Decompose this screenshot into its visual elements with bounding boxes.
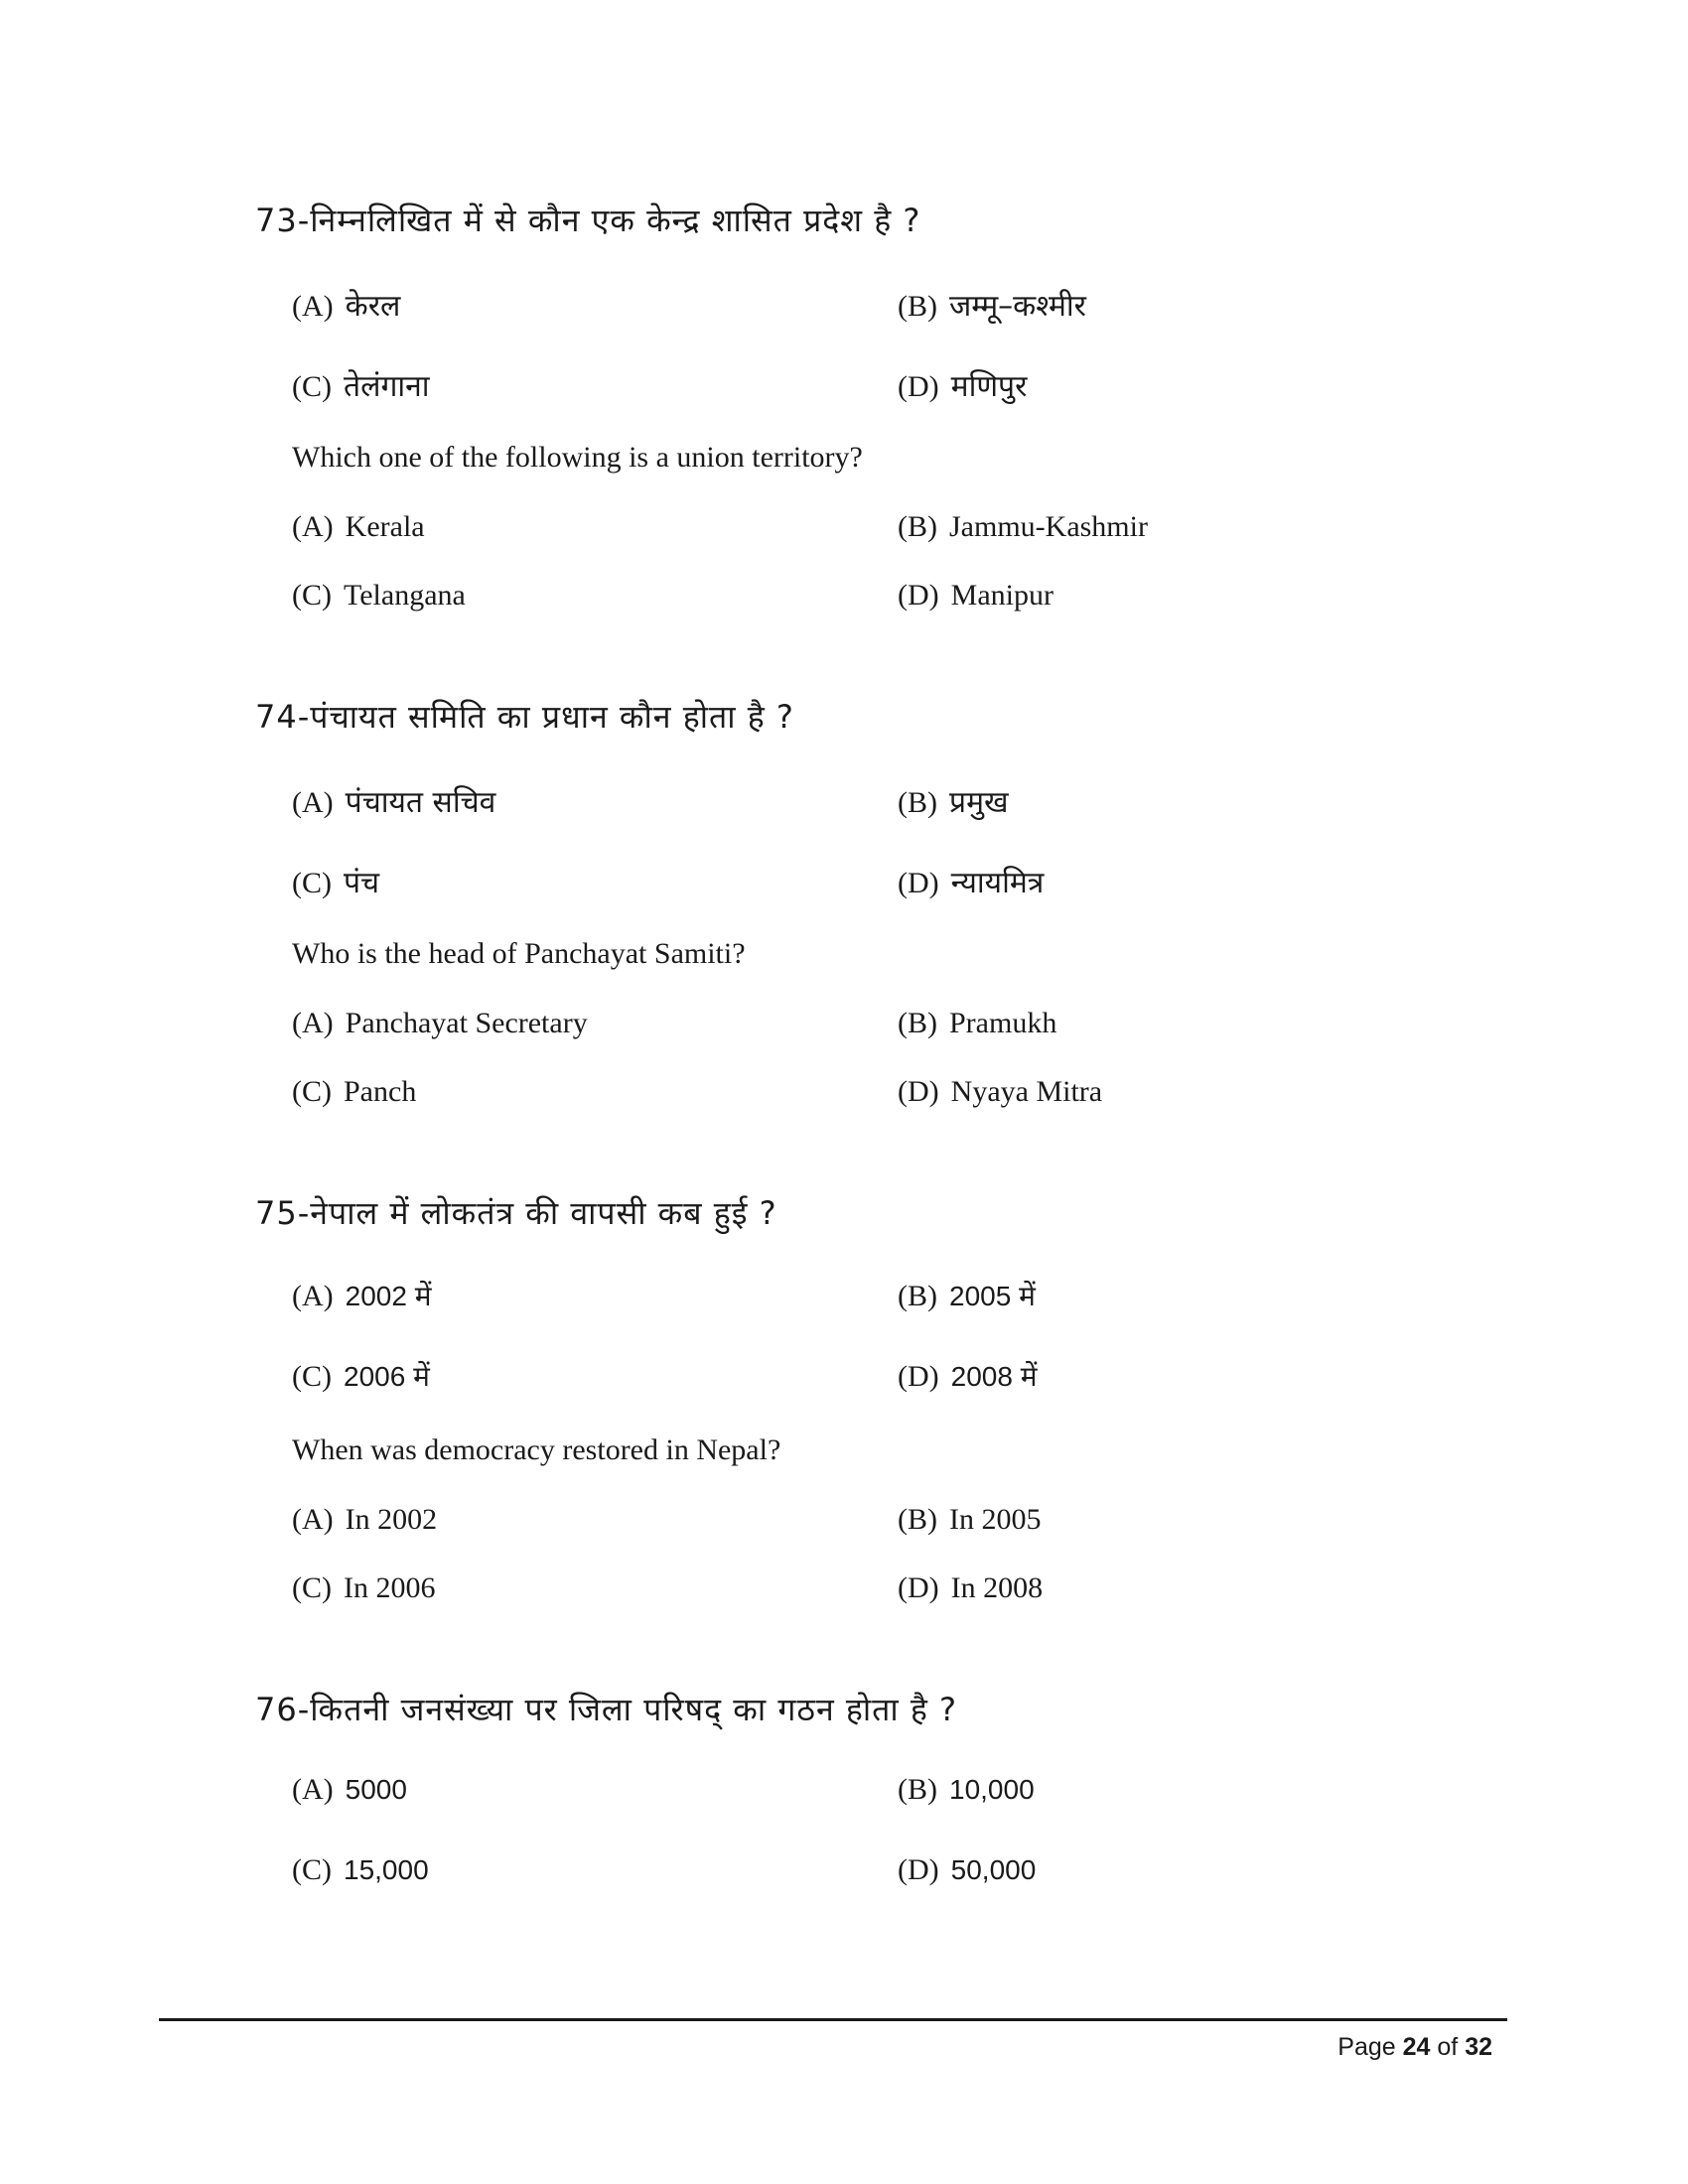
option-text: In 2005 bbox=[949, 1503, 1042, 1536]
option-b-hindi bbox=[898, 284, 1086, 325]
option-label: (A) bbox=[292, 786, 334, 819]
option-label: (A) bbox=[292, 1503, 334, 1536]
option-label: (C) bbox=[292, 1571, 332, 1604]
option-label: (A) bbox=[292, 290, 334, 323]
option-d-hindi bbox=[898, 1357, 1037, 1395]
option-label: (C) bbox=[292, 370, 332, 403]
question-hindi-text: 73-निम्नलिखित में से कौन एक केन्द्र शासित प्रदेश है ? bbox=[255, 202, 921, 239]
current-page-number: 24 bbox=[1402, 2033, 1431, 2061]
option-label: (B) bbox=[898, 786, 937, 819]
footer-divider bbox=[159, 2018, 1507, 2021]
option-text: In 2008 bbox=[950, 1571, 1044, 1604]
option-a-hindi bbox=[292, 1773, 407, 1807]
option-text: पंचायत सचिव bbox=[345, 785, 496, 820]
option-text: Nyaya Mitra bbox=[950, 1075, 1103, 1108]
option-text: 5000 bbox=[345, 1774, 407, 1805]
option-text: 2002 में bbox=[345, 1281, 432, 1311]
question-english-text: When was democracy restored in Nepal? bbox=[292, 1433, 781, 1466]
option-label: (A) bbox=[292, 1007, 334, 1039]
option-label: (B) bbox=[898, 1503, 937, 1536]
question-hindi-text: 76-कितनी जनसंख्या पर जिला परिषद् का गठन होता है ? bbox=[255, 1691, 958, 1728]
option-b-english bbox=[898, 510, 1148, 544]
option-label: (C) bbox=[292, 579, 332, 612]
option-text: मणिपुर bbox=[950, 369, 1028, 404]
option-label: (C) bbox=[292, 867, 332, 899]
option-text: पंच bbox=[344, 866, 380, 900]
option-b-hindi bbox=[898, 1277, 1036, 1314]
option-c-english bbox=[292, 1075, 416, 1109]
page-number bbox=[1337, 2033, 1492, 2062]
option-label: (D) bbox=[898, 579, 939, 612]
option-b-english bbox=[898, 1007, 1056, 1040]
option-text: प्रमुख bbox=[949, 785, 1009, 820]
option-text: 50,000 bbox=[950, 1854, 1037, 1885]
option-c-hindi bbox=[292, 861, 379, 901]
option-b-english bbox=[898, 1503, 1042, 1537]
option-text: Manipur bbox=[950, 579, 1054, 612]
question-english-text: Who is the head of Panchayat Samiti? bbox=[292, 937, 746, 970]
option-text: In 2006 bbox=[344, 1571, 436, 1604]
option-label: (B) bbox=[898, 1007, 937, 1039]
question-english-text: Which one of the following is a union territory? bbox=[292, 441, 863, 474]
option-a-hindi bbox=[292, 284, 400, 325]
option-d-hindi bbox=[898, 1853, 1036, 1887]
option-label: (D) bbox=[898, 1360, 939, 1393]
option-label: (C) bbox=[292, 1853, 332, 1886]
option-label: (A) bbox=[292, 1773, 334, 1806]
option-a-english bbox=[292, 510, 425, 544]
option-a-hindi bbox=[292, 780, 495, 821]
option-text: तेलंगाना bbox=[344, 369, 430, 404]
option-b-hindi bbox=[898, 780, 1009, 821]
option-label: (B) bbox=[898, 1773, 937, 1806]
option-text: केरल bbox=[345, 289, 401, 324]
option-d-english bbox=[898, 579, 1054, 613]
option-text: Panchayat Secretary bbox=[345, 1007, 588, 1039]
total-pages-number: 32 bbox=[1465, 2033, 1492, 2061]
of-word: of bbox=[1437, 2033, 1459, 2061]
option-label: (D) bbox=[898, 867, 939, 899]
option-text: 2008 में bbox=[950, 1361, 1038, 1392]
option-c-hindi bbox=[292, 1357, 430, 1395]
option-text: 2006 में bbox=[344, 1361, 430, 1392]
page-word: Page bbox=[1337, 2033, 1396, 2061]
option-text: 10,000 bbox=[949, 1774, 1035, 1805]
option-b-hindi bbox=[898, 1773, 1035, 1807]
option-d-english bbox=[898, 1571, 1043, 1605]
option-c-english bbox=[292, 1571, 436, 1605]
option-label: (D) bbox=[898, 1075, 939, 1108]
option-label: (D) bbox=[898, 1853, 939, 1886]
option-label: (B) bbox=[898, 290, 937, 323]
option-d-hindi bbox=[898, 364, 1027, 405]
option-a-english bbox=[292, 1007, 588, 1040]
option-label: (B) bbox=[898, 1280, 937, 1312]
option-text: Kerala bbox=[345, 510, 425, 543]
option-label: (C) bbox=[292, 1360, 332, 1393]
option-d-hindi bbox=[898, 861, 1044, 901]
option-a-hindi bbox=[292, 1277, 431, 1314]
option-text: Telangana bbox=[344, 579, 466, 612]
option-label: (A) bbox=[292, 1280, 334, 1312]
option-text: Jammu-Kashmir bbox=[949, 510, 1148, 543]
option-label: (A) bbox=[292, 510, 334, 543]
question-hindi-text: 75-नेपाल में लोकतंत्र की वापसी कब हुई ? bbox=[255, 1194, 777, 1232]
option-label: (D) bbox=[898, 1571, 939, 1604]
option-c-english bbox=[292, 579, 466, 613]
option-d-english bbox=[898, 1075, 1102, 1109]
option-c-hindi bbox=[292, 364, 430, 405]
option-text: जम्मू–कश्मीर bbox=[949, 289, 1086, 324]
option-text: न्यायमित्र bbox=[950, 866, 1045, 900]
option-label: (C) bbox=[292, 1075, 332, 1108]
option-text: 15,000 bbox=[344, 1854, 429, 1885]
option-text: 2005 में bbox=[949, 1281, 1036, 1311]
option-label: (B) bbox=[898, 510, 937, 543]
option-label: (D) bbox=[898, 370, 939, 403]
option-text: Pramukh bbox=[949, 1007, 1057, 1039]
option-a-english bbox=[292, 1503, 437, 1537]
option-text: In 2002 bbox=[345, 1503, 438, 1536]
question-hindi-text: 74-पंचायत समिति का प्रधान कौन होता है ? bbox=[255, 698, 794, 736]
option-text: Panch bbox=[344, 1075, 417, 1108]
option-c-hindi bbox=[292, 1853, 429, 1887]
